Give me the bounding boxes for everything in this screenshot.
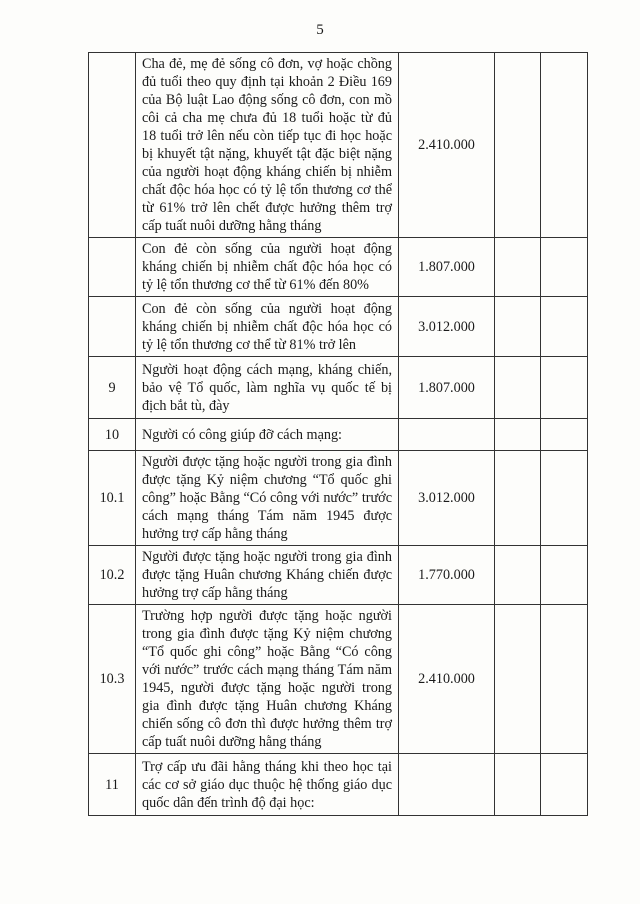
empty-cell [495, 297, 541, 357]
empty-cell [495, 605, 541, 754]
row-content: Trợ cấp ưu đãi hằng tháng khi theo học tại các cơ sở giáo dục thuộc hệ thống giáo dục quốc dân đến trình độ đại học: [136, 754, 399, 816]
row-amount [399, 754, 495, 816]
row-number: 10.1 [89, 451, 136, 546]
empty-cell [495, 451, 541, 546]
row-content: Người hoạt động cách mạng, kháng chiến, bảo vệ Tổ quốc, làm nghĩa vụ quốc tế bị địch bắt tù, đày [136, 357, 399, 419]
empty-cell [541, 605, 588, 754]
empty-cell [495, 238, 541, 297]
row-number [89, 297, 136, 357]
row-content: Người có công giúp đỡ cách mạng: [136, 419, 399, 451]
row-content: Cha đẻ, mẹ đẻ sống cô đơn, vợ hoặc chồng đủ tuổi theo quy định tại khoản 2 Điều 169 của Bộ luật Lao động sống cô đơn, con mồ côi cả cha mẹ chưa đủ 18 tuổi hoặc từ đủ 18 tuổi trở lên nếu còn tiếp tục đi học hoặc bị khuyết tật nặng, khuyết tật đặc biệt nặng của người hoạt động kháng chiến bị nhiễm chất độc hóa học có tỷ lệ tổn thương cơ thể từ 61% trở lên chết được hưởng thêm trợ cấp tuất nuôi dưỡng hằng tháng [136, 53, 399, 238]
row-number: 10.3 [89, 605, 136, 754]
empty-cell [495, 546, 541, 605]
row-content: Con đẻ còn sống của người hoạt động kháng chiến bị nhiễm chất độc hóa học có tỷ lệ tổn thương cơ thể từ 81% trở lên [136, 297, 399, 357]
row-amount: 3.012.000 [399, 297, 495, 357]
row-number: 10.2 [89, 546, 136, 605]
empty-cell [495, 357, 541, 419]
empty-cell [541, 451, 588, 546]
row-number: 11 [89, 754, 136, 816]
table-row [89, 451, 588, 546]
row-number [89, 238, 136, 297]
empty-cell [541, 754, 588, 816]
empty-cell [495, 53, 541, 238]
empty-cell [541, 419, 588, 451]
row-number: 9 [89, 357, 136, 419]
empty-cell [541, 238, 588, 297]
row-amount: 1.807.000 [399, 238, 495, 297]
row-amount: 2.410.000 [399, 605, 495, 754]
page-number: 5 [316, 22, 324, 38]
row-number: 10 [89, 419, 136, 451]
row-content: Người được tặng hoặc người trong gia đình được tặng Kỷ niệm chương “Tổ quốc ghi công” hoặc Bằng “Có công với nước” trước cách mạng tháng Tám năm 1945 được hưởng trợ cấp hằng tháng [136, 451, 399, 546]
row-amount: 3.012.000 [399, 451, 495, 546]
row-number [89, 53, 136, 238]
empty-cell [541, 546, 588, 605]
row-amount: 2.410.000 [399, 53, 495, 238]
empty-cell [495, 754, 541, 816]
table-row [89, 605, 588, 754]
empty-cell [541, 357, 588, 419]
row-amount: 1.807.000 [399, 357, 495, 419]
row-content: Con đẻ còn sống của người hoạt động kháng chiến bị nhiễm chất độc hóa học có tỷ lệ tổn thương cơ thể từ 61% đến 80% [136, 238, 399, 297]
table-row [89, 754, 588, 816]
table-row [89, 546, 588, 605]
benefits-table [88, 52, 588, 816]
empty-cell [541, 297, 588, 357]
table-row [89, 419, 588, 451]
empty-cell [495, 419, 541, 451]
row-amount: 1.770.000 [399, 546, 495, 605]
table-row [89, 297, 588, 357]
table-row [89, 53, 588, 238]
row-amount [399, 419, 495, 451]
row-content: Người được tặng hoặc người trong gia đình được tặng Huân chương Kháng chiến được hưởng trợ cấp hằng tháng [136, 546, 399, 605]
table-row [89, 357, 588, 419]
empty-cell [541, 53, 588, 238]
table-row [89, 238, 588, 297]
row-content: Trường hợp người được tặng hoặc người trong gia đình được tặng Kỷ niệm chương “Tổ quốc ghi công” hoặc Bằng “Có công với nước” trước cách mạng tháng Tám năm 1945, người được tặng hoặc người trong gia đình được tặng Huân chương Kháng chiến sống cô đơn thì được hưởng thêm trợ cấp tuất nuôi dưỡng hằng tháng [136, 605, 399, 754]
